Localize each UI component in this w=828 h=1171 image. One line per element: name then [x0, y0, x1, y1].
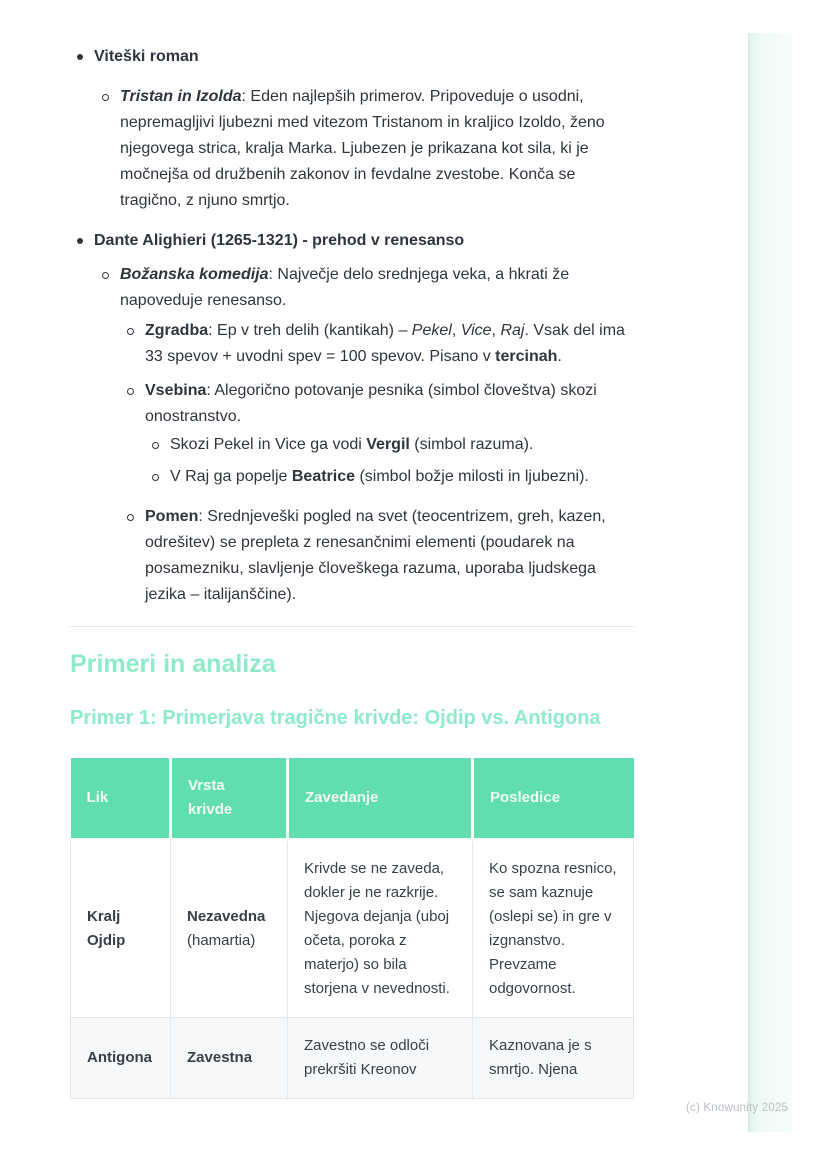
list-item — [0, 432, 640, 458]
bullet-icon — [127, 388, 134, 395]
column-header-vrsta-krivde: Vrsta krivde — [171, 758, 288, 840]
guilt-type-main: Zavestna — [187, 1049, 253, 1066]
table-row — [71, 840, 634, 1018]
bullet-icon — [152, 442, 159, 449]
list-item-text: : Eden najlepših primerov. Pripoveduje o usodni, nepremagljivi ljubezni med vitezom Tristanom in kraljico Izoldo, ženo njegovega strica, kralja Marka. Ljubezen je prikazana kot sila, ki je močnejša od družbenih zakonov in fevdalne zvestobe. Konča se tragično, z njuno smrtjo. — [120, 88, 605, 209]
list-item — [0, 228, 640, 254]
section-heading: Primeri in analiza — [70, 650, 276, 678]
column-header-zavedanje: Zavedanje — [288, 758, 473, 840]
guilt-type-main: Nezavedna — [187, 908, 266, 925]
list-item-text: , — [491, 322, 501, 339]
list-item-text: : Največje delo srednjega veka, a hkrati že napoveduje renesanso. — [120, 266, 570, 309]
list-item-text: . Vsak del ima 33 spevov + uvodni spev = 100 spevov. Pisano v — [145, 322, 625, 365]
list-item-text: , — [451, 322, 461, 339]
emphasized-term: Beatrice — [291, 468, 356, 485]
example-heading: Primer 1: Primerjava tragične krivde: Ojdip vs. Antigona — [70, 707, 601, 729]
work-title: Tristan in Izolda — [120, 88, 242, 105]
bullet-icon — [102, 272, 109, 279]
work-title: Vice — [460, 322, 492, 339]
table-header-row — [71, 758, 634, 840]
bullet-icon — [127, 514, 134, 521]
character-name: Antigona — [87, 1049, 152, 1066]
list-item — [0, 378, 640, 430]
bullet-icon — [77, 238, 83, 244]
list-item-label: Pomen — [145, 508, 199, 525]
list-item — [0, 504, 640, 608]
list-item — [0, 44, 640, 70]
notes-content — [0, 44, 640, 1099]
list-item-text: (simbol božje milosti in ljubezni). — [355, 468, 589, 485]
work-title: Pekel — [411, 322, 452, 339]
cell-consequences: Kaznovana je s smrtjo. Njena — [473, 1018, 634, 1099]
work-title: Raj — [500, 322, 525, 339]
list-item-text: : Alegorično potovanje pesnika (simbol človeštva) skozi onostranstvo. — [145, 382, 597, 425]
guilt-type-sub: (hamartia) — [187, 932, 256, 949]
character-name: Kralj Ojdip — [87, 908, 126, 949]
emphasized-term: tercinah — [495, 348, 558, 365]
cell-character — [71, 840, 171, 1018]
list-item-text: Skozi Pekel in Vice ga vodi — [170, 436, 367, 453]
list-item — [0, 262, 640, 314]
bullet-icon — [127, 328, 134, 335]
list-item-label: Viteški roman — [94, 48, 199, 65]
list-item — [0, 318, 640, 370]
list-item-label: Zgradba — [145, 322, 209, 339]
list-item-text: V Raj ga popelje — [170, 468, 292, 485]
list-item-text: . — [557, 348, 562, 365]
knowunity-watermark: (c) Knowunity 2025 — [686, 1102, 789, 1114]
work-title: Božanska komedija — [120, 266, 269, 283]
bullet-icon — [102, 94, 109, 101]
list-item — [0, 84, 640, 214]
bullet-icon — [152, 474, 159, 481]
list-item-label: Dante Alighieri (1265-1321) - prehod v renesanso — [94, 232, 465, 249]
list-item-text: (simbol razuma). — [409, 436, 534, 453]
column-header-posledice: Posledice — [473, 758, 634, 840]
cell-guilt-type — [171, 840, 288, 1018]
bullet-icon — [77, 54, 83, 60]
table-row — [71, 1018, 634, 1099]
cell-guilt-type — [171, 1018, 288, 1099]
section-divider — [70, 626, 634, 627]
cell-awareness: Krivde se ne zaveda, dokler je ne razkrije. Njegova dejanja (uboj očeta, poroka z materjo) so bila storjena v nevednosti. — [288, 840, 473, 1018]
comparison-table — [70, 758, 634, 1099]
list-item — [0, 464, 640, 490]
column-header-lik: Lik — [71, 758, 171, 840]
cell-awareness: Zavestno se odloči prekršiti Kreonov — [288, 1018, 473, 1099]
cell-character — [71, 1018, 171, 1099]
cell-consequences: Ko spozna resnico, se sam kaznuje (oslepi se) in gre v izgnanstvo. Prevzame odgovornost. — [473, 840, 634, 1018]
emphasized-term: Vergil — [366, 436, 410, 453]
list-item-label: Vsebina — [145, 382, 207, 399]
list-item-text: : Srednjeveški pogled na svet (teocentrizem, greh, kazen, odrešitev) se prepleta z renesančnimi elementi (poudarek na posamezniku, slavljenje človeškega razuma, uporaba ljudskega jezika – italijanščine). — [145, 508, 606, 603]
list-item-text: : Ep v treh delih (kantikah) – — [208, 322, 412, 339]
